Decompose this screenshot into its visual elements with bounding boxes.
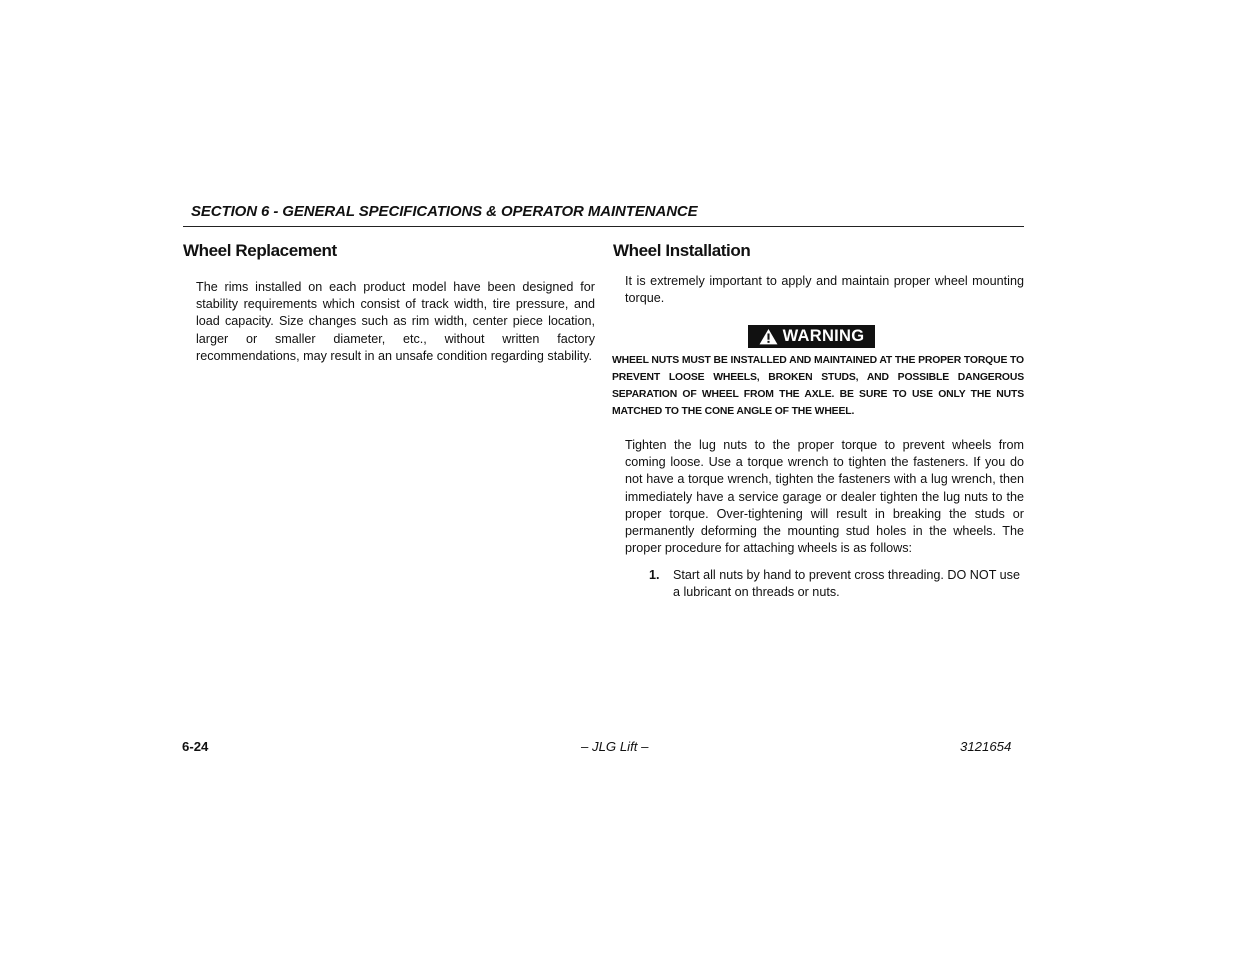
warning-banner (748, 325, 875, 348)
page-number: 6-24 (182, 739, 209, 754)
wheel-replacement-paragraph: The rims installed on each product model have been designed for stability requirements which consist of track width, tire pressure, and load capacity. Size changes such as rim width, center piece location, larger or smaller diameter, etc., without written factory recommendations, may result in an unsafe condition regarding stability. (196, 280, 595, 363)
section-header: SECTION 6 - GENERAL SPECIFICATIONS & OPERATOR MAINTENANCE (191, 203, 698, 220)
warning-label: WARNING (782, 327, 865, 346)
wheel-installation-heading: Wheel Installation (613, 241, 751, 260)
step-text: Start all nuts by hand to prevent cross threading. DO NOT use a lubricant on threads or nuts. (673, 568, 1020, 600)
document-number: 3121654 (960, 739, 1012, 754)
header-rule (183, 226, 1024, 227)
step-number: 1. (649, 568, 660, 582)
warning-text: WHEEL NUTS MUST BE INSTALLED AND MAINTAINED AT THE PROPER TORQUE TO PREVENT LOOSE WHEELS, BROKEN STUDS, AND POSSIBLE DANGEROUS SEPARATION OF WHEEL FROM THE AXLE. BE SURE TO USE ONLY THE NUTS MATCHED TO THE CONE ANGLE OF THE WHEEL. (612, 355, 1024, 417)
wheel-replacement-heading: Wheel Replacement (183, 241, 337, 260)
warning-triangle-icon (759, 328, 778, 345)
wheel-installation-body: Tighten the lug nuts to the proper torque to prevent wheels from coming loose. Use a torque wrench to tighten the fasteners. If you do not have a torque wrench, tighten the fasteners with a lug wrench, then immediately have a service garage or dealer tighten the lug nuts to the proper torque. Over-tightening will result in breaking the studs or permanently deforming the mounting stud holes in the wheels. The proper procedure for attaching wheels is as follows: (625, 438, 1024, 556)
wheel-installation-intro: It is extremely important to apply and maintain proper wheel mounting torque. (625, 274, 1024, 306)
footer-brand: – JLG Lift – (581, 739, 649, 754)
